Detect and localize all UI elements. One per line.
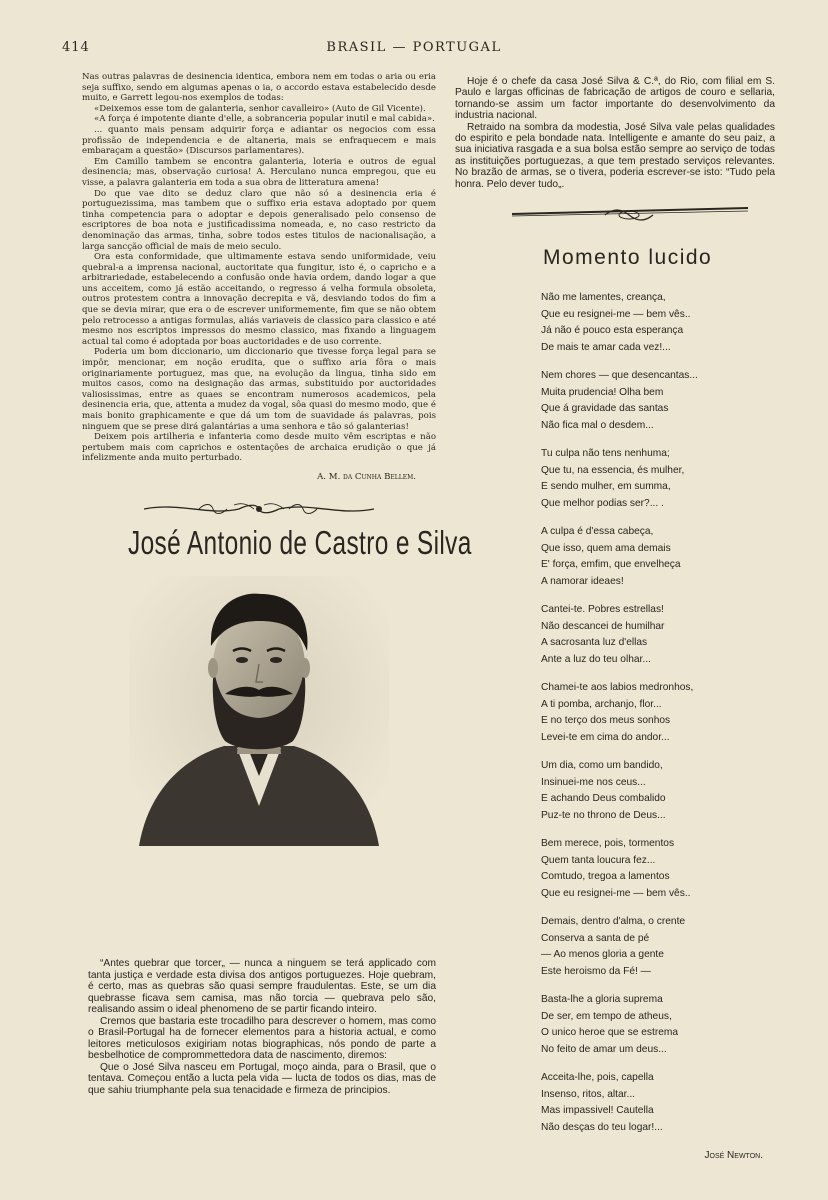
poem-line: Conserva a santa de pé <box>541 932 650 944</box>
poem-line: E no terço dos meus sonhos <box>541 715 671 727</box>
poem-line: Tu culpa não tens nenhuma; <box>541 448 670 460</box>
poem-stanza <box>541 368 775 434</box>
poem-title: Momento lucido <box>543 246 713 270</box>
biography-paragraph: Que o José Silva nasceu em Portugal, moço ainda, para o Brasil, que o tentava. Começou então a lucta pela vida — lucta de todos os dias, mas de que sahiu triumphante pela sua tenacidade e firmeza de principios. <box>88 1061 436 1096</box>
biography-paragraph: Cremos que bastaria este trocadilho para descrever o homem, mas como o Brasil-Portugal ha de fornecer elementos para a historia actual, e como leitores meticulosos exigiriam notas biographicas, nós pondo de parte a besbelhotice de comprommettedora data de nascimento, diremos: <box>88 1015 436 1061</box>
ornament-divider-icon <box>139 500 379 518</box>
poem-line: Já não é pouco esta esperança <box>541 325 684 337</box>
poem-line: Basta-lhe a gloria suprema <box>541 994 663 1006</box>
poem-line: E achando Deus combalido <box>541 793 666 805</box>
biography-title: José Antonio de Castro e Silva <box>128 523 472 561</box>
poem-line: Não me lamentes, creança, <box>541 292 666 304</box>
poem-line: Mas impassivel! Cautella <box>541 1105 654 1117</box>
poem-body <box>541 290 775 1165</box>
poem-line: Bem merece, pois, tormentos <box>541 838 675 850</box>
poem-stanza <box>541 1070 775 1136</box>
poem-line: Levei-te em cima do andor... <box>541 731 670 743</box>
poem-stanza <box>541 446 775 512</box>
running-title: BRASIL — PORTUGAL <box>326 40 502 55</box>
poem-stanza <box>541 680 775 746</box>
biography-paragraph: “Antes quebrar que torcer„ — nunca a ninguem se terá applicado com tanta justiça e verdade esta divisa dos antigos portuguezes. Hoje quebram, é certo, mas as quebras são quasi sempre fraudulentas. Este, se um dia quebrasse ficava sem camisa, mas não torcia — quebrava pelo são, realisando assim o ideal phenomeno de se partir ficando inteiro. <box>88 958 436 1015</box>
poem-line: Não descancei de humilhar <box>541 620 665 632</box>
biography-continued <box>455 76 775 190</box>
poem-line: Insinuei-me nos ceus... <box>541 776 646 788</box>
poem-line: Comtudo, tregoa a lamentos <box>541 871 670 883</box>
essay-signature: A. M. da Cunha Bellem. <box>317 471 416 482</box>
poem-line: E' força, emfim, que envelheça <box>541 559 681 571</box>
poem-line: Nem chores — que desencantas... <box>541 370 698 382</box>
poem-line: De mais te amar cada vez!... <box>541 341 671 353</box>
poem-line: Demais, dentro d'alma, o crente <box>541 916 686 928</box>
essay-paragraph: «A força é impotente diante d'elle, a sobranceria popular inutil e mal cabida». <box>94 114 435 125</box>
poem-line: Não fica mal o desdem... <box>541 419 654 431</box>
poem-line: Que eu resignei-me — bem vês.. <box>541 887 691 899</box>
poem-line: Este heroismo da Fé! — <box>541 965 651 977</box>
poem-line: O unico heroe que se estrema <box>541 1027 679 1039</box>
poem-stanza <box>541 524 775 590</box>
essay-paragraph: Deixem pois artilheria e infanteria como desde muito vêm escriptas e não pertubem mais com caprichos e ostentações de archaica erudição o que já infelizmente anda muito perturbado. <box>82 432 436 464</box>
poem-line: — Ao menos gloria a gente <box>541 949 664 961</box>
right-column <box>455 76 775 1165</box>
poem-stanza <box>541 602 775 668</box>
poem-line: Chamei-te aos labios medronhos, <box>541 682 694 694</box>
poem-line: No feito de amar um deus... <box>541 1043 667 1055</box>
poem-stanza <box>541 758 775 824</box>
portrait-illustration <box>129 576 389 846</box>
biography-continued-paragraph: Hoje é o chefe da casa José Silva & C.ª, do Rio, com filial em S. Paulo e largas officinas de fabricação de artigos de couro e sellaria, tornando-se assim um factor importante do desenvolvimento da industria nacional. <box>455 76 775 122</box>
poem-line: A sacrosanta luz d'ellas <box>541 637 648 649</box>
essay-paragraph: Ora esta conformidade, que ultimamente estava sendo uniformidade, veiu quebral-a a imprensa nacional, auctoritate qua fungitur, isto é, o capricho e a arbitrariedade, estabelecendo a confusão onde havia ordem, dando logar a que uns acceitem, como já estão acceitando, o regresso á velha formula obsoleta, outros protestem contra a innovação decrepita e vã, desviando todos do fim a que se devia mirar, que era o de escrever uniformemente, fim que se não obtem pelo retrocesso a antigas formulas, aliás variaveis de classico para classico e até mesmo nos escriptos impressos do mesmo classico, mas fixando a linguagem actual tal como é adoptada por boas auctoridades e de uso corrente. <box>82 252 436 347</box>
poem-line: A ti pomba, archanjo, flor... <box>541 698 662 710</box>
page-header <box>0 40 828 60</box>
biography-continued-paragraph: Retraido na sombra da modestia, José Silva vale pelas qualidades do espirito e pela bondade nata. Intelligente e amante do seu paiz, a sua iniciativa rasgada e a sua bolsa estão sempre ao serviço de todas as instituições portuguezas, a que tem prestado serviços relevantes. No brazão de armas, se o tivera, poderia escrever-se isto: “Tudo pela honra. Pelo dever tudo„. <box>455 121 775 190</box>
poem-line: Um dia, como um bandido, <box>541 760 663 772</box>
left-column <box>82 72 472 846</box>
poem-line: Ante a luz do teu olhar... <box>541 653 651 665</box>
poem-author: José Newton. <box>704 1150 763 1162</box>
poem-line: Acceita-lhe, pois, capella <box>541 1072 654 1084</box>
essay-paragraph: Em Camillo tambem se encontra galanteria, loteria e outros de egual desinencia; mas, observação curiosa! A. Herculano nunca empregou, que eu visse, a palavra galanteria em toda a sua obra de litteratura amena! <box>82 156 436 188</box>
essay-paragraph: ... quanto mais pensam adquirir força e adiantar os negocios com essa profissão de independencia e de altaneria, mais se enfraquecem e mais embaraçam a questão» (Discursos parlamentares). <box>82 124 436 157</box>
poem-stanza <box>541 290 775 356</box>
poem-line: Que tu, na essencia, és mulher, <box>541 464 685 476</box>
essay-paragraph: Nas outras palavras de desinencia identica, embora nem em todas o aria ou eria seja suffixo, sendo em algumas apenas o ia, o accordo estava estabelecido desde muito, e Garrett legou-nos exemplos de todas: <box>82 72 436 104</box>
poem-line: Que eu resignei-me — bem vês.. <box>541 308 691 320</box>
poem-line: Que á gravidade das santas <box>541 403 669 415</box>
essay-paragraph: Poderia um bom diccionario, um diccionario que tivesse força legal para se impôr, mencionar, em noção erudita, que o suffixo aria fôra o mais originariamente portuguez, mas que, na evolução da lingua, tinha sido em muitos casos, como na designação das armas, substituido por auctoridades valiosissimas, entre as quaes se encontram numerosos academicos, pela desinencia eria, que, attenta a mudez da vogal, sôa quasi do mesmo modo, que é mais bonito graphicamente e que dá um tom de suavidade ás palavras, pois ninguem que se prese dirá galantárias a uma senhora e tão só galanterias! <box>82 347 436 432</box>
page-number: 414 <box>62 40 90 55</box>
poem-stanza <box>541 836 775 902</box>
biography-text <box>88 958 436 1096</box>
poem-stanza <box>541 992 775 1058</box>
poem-line: Insenso, ritos, altar... <box>541 1088 635 1100</box>
poem-line: A culpa é d'essa cabeça, <box>541 526 654 538</box>
poem-line: A namorar ideaes! <box>541 575 624 587</box>
poem-line: Muita prudencia! Olha bem <box>541 386 664 398</box>
poem-line: Não desças do teu logar!... <box>541 1121 663 1133</box>
essay-text <box>82 72 436 464</box>
poem-line: Que isso, quem ama demais <box>541 542 671 554</box>
poem-line: Cantei-te. Pobres estrellas! <box>541 604 664 616</box>
poem-stanza <box>541 914 775 980</box>
poem-line: Que melhor podias ser?... . <box>541 497 664 509</box>
poem-line: Quem tanta loucura fez... <box>541 854 656 866</box>
poem-line: E sendo mulher, em summa, <box>541 481 671 493</box>
essay-paragraph: Do que vae dito se deduz claro que não só a desinencia eria é portuguezissima, mas tambem que o suffixo eria estava adoptado por quem tinha competencia para o adoptar e depois generalisado pelo consenso de escriptores de boa nota e justificadissima nomeada, e, no caso restricto da denominação das armas, tinha, sobre todos estes titulos de nacionalisação, a larga sancção official de mais de meio seculo. <box>82 188 436 252</box>
portrait-image <box>129 576 389 846</box>
essay-paragraph: «Deixemos esse tom de galanteria, senhor cavalleiro» (Auto de Gil Vicente). <box>94 103 426 114</box>
poem-line: Puz-te no throno de Deus... <box>541 809 666 821</box>
poem-line: De ser, em tempo de atheus, <box>541 1010 672 1022</box>
ornament-line-icon <box>510 202 750 226</box>
